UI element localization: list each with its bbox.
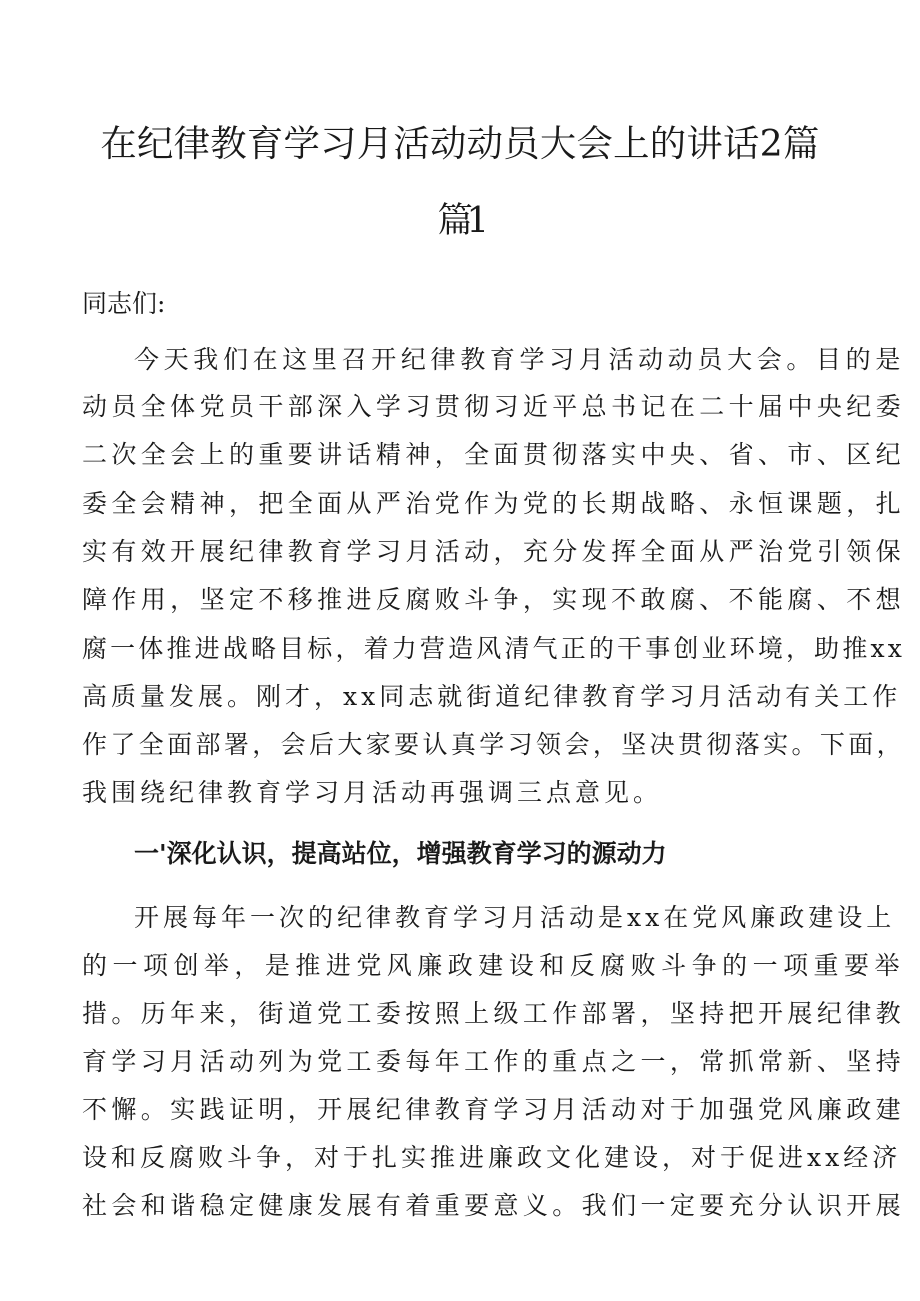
salutation: 同志们: (82, 289, 166, 318)
paragraph-line: 的一项创举，是推进党风廉政建设和反腐败斗争的一项重要举 (82, 951, 905, 980)
paragraph-line: 二次全会上的重要讲话精神，全面贯彻落实中央、省、市、区纪 (82, 440, 905, 469)
paragraph-line: 育学习月活动列为党工委每年工作的重点之一，常抓常新、坚持 (82, 1047, 905, 1076)
document-title: 在纪律教育学习月活动动员大会上的讲话2篇 (100, 122, 820, 165)
paragraph-line: 高质量发展。刚才，xx同志就街道纪律教育学习月活动有关工作 (82, 682, 902, 711)
paragraph-line: 实有效开展纪律教育学习月活动，充分发挥全面从严治党引领保 (82, 537, 905, 566)
paragraph-line: 开展每年一次的纪律教育学习月活动是xx在党风廉政建设上 (134, 903, 896, 932)
paragraph-line: 动员全体党员干部深入学习贯彻习近平总书记在二十届中央纪委 (82, 392, 905, 421)
paragraph-line: 障作用，坚定不移推进反腐败斗争，实现不敢腐、不能腐、不想 (82, 585, 905, 614)
paragraph-line: 委全会精神，把全面从严治党作为党的长期战略、永恒课题，扎 (82, 489, 905, 518)
paragraph-line: 腐一体推进战略目标，着力营造风清气正的干事创业环境，助推xx (82, 634, 905, 663)
paragraph-line: 措。历年来，街道党工委按照上级工作部署，坚持把开展纪律教 (82, 999, 905, 1028)
paragraph-line: 作了全面部署，会后大家要认真学习领会，坚决贯彻落实。下面， (82, 730, 905, 759)
paragraph-line: 不懈。实践证明，开展纪律教育学习月活动对于加强党风廉政建 (82, 1095, 905, 1124)
paragraph-line: 今天我们在这里召开纪律教育学习月活动动员大会。目的是 (134, 345, 905, 374)
section-heading: 一'深化认识，提高站位，增强教育学习的源动力 (134, 839, 667, 868)
paragraph-line: 我围绕纪律教育学习月活动再强调三点意见。 (82, 778, 663, 807)
document-subtitle: 篇1 (437, 200, 483, 241)
paragraph-line: 社会和谐稳定健康发展有着重要意义。我们一定要充分认识开展 (82, 1191, 905, 1220)
paragraph-line: 设和反腐败斗争，对于扎实推进廉政文化建设，对于促进xx经济 (82, 1143, 902, 1172)
